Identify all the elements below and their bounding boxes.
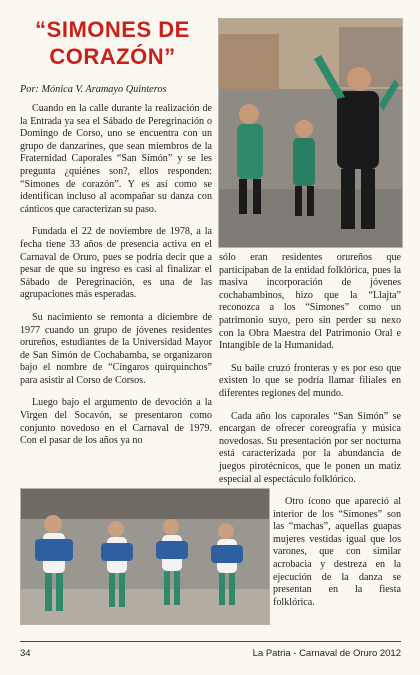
- photo-female-dancers: [20, 488, 270, 625]
- paragraph: Su baile cruzó fronteras y es por eso que existen lo que se podría llamar filiales en diferentes regiones del mundo.: [219, 362, 401, 399]
- paragraph: Otro ícono que apareció al interior de los “Simones” son las “machas”, aquellas guapas mujeres vestidas igual que los varones, que con similar acrobacia y destreza en la ejecución de la danza se presentan en la fiesta folklórica.: [273, 496, 401, 608]
- dancers-photo-illustration: [219, 19, 402, 247]
- title-line-1: “SIMONES DE: [35, 17, 190, 42]
- paragraph: sólo eran residentes orureños que participaban de la entidad folklórica, pues la masiva incorporación de jóvenes cochabambinos, hizo que la “Llajta” reconozca a los “Simones” como un patrimonio suyo, pero sin perder su nexo con la Obra Maestra del Patrimonio Oral e Intangible de la Humanidad.: [219, 252, 401, 352]
- article-title: [20, 16, 205, 70]
- paragraph: Fundada el 22 de noviembre de 1978, a la fecha tiene 33 años de presencia activa en el Carnaval de Oruro, pues se podría decir que a pesar de que su ingreso es casi al finalizar el Sábado de Peregrinación, es una de las agrupaciones más esperadas.: [20, 226, 212, 301]
- machas-photo-illustration: [21, 489, 269, 624]
- paragraph: Cada año los caporales “San Simón” se encargan de ofrecer coreografía y música novedosas. Su presentación por ser nocturna está caracterizada por la abundancia de juegos pirotécnicos, que le ponen un matiz especial al espectáculo folklórico.: [219, 410, 401, 485]
- paragraph: Cuando en la calle durante la realización de la Entrada ya sea el Sábado de Peregrinación o Domingo de Corso, uno se encuentra con un grupo de danzarines, que sean miembros de la Fraternidad Caporales “San Simón” y se les pregunta ¿quiénes son?, ellos responden: “Simones de corazón”. Y es así como se identifican incluso al acompañar su danza con cánticos que caracterizan su paso.: [20, 103, 212, 215]
- publication-name: La Patria - Carnaval de Oruro 2012: [252, 648, 401, 659]
- title-line-2: CORAZÓN”: [49, 44, 176, 69]
- page-number: 34: [20, 648, 31, 659]
- paragraph: Su nacimiento se remonta a diciembre de 1977 cuando un grupo de jóvenes residentes orureños, estudiantes de la Universidad Mayor de San Simón de Cochabamba, se organizaron bajo el nombre de “Cíngaros quirquinchos” para asistir al Corso de Corsos.: [20, 311, 212, 386]
- paragraph: Luego bajo el argumento de devoción a la Virgen del Socavón, se presentaron como conjunto novedoso en el Carnaval de 1979. Con el pasar de los años ya no: [20, 397, 212, 447]
- bottom-right-column: [273, 496, 401, 619]
- footer-rule: [20, 641, 401, 642]
- photo-male-dancers: [218, 18, 403, 248]
- left-column: [20, 103, 212, 458]
- byline: Por: Mónica V. Aramayo Quinteros: [20, 84, 167, 95]
- right-column: [219, 252, 401, 496]
